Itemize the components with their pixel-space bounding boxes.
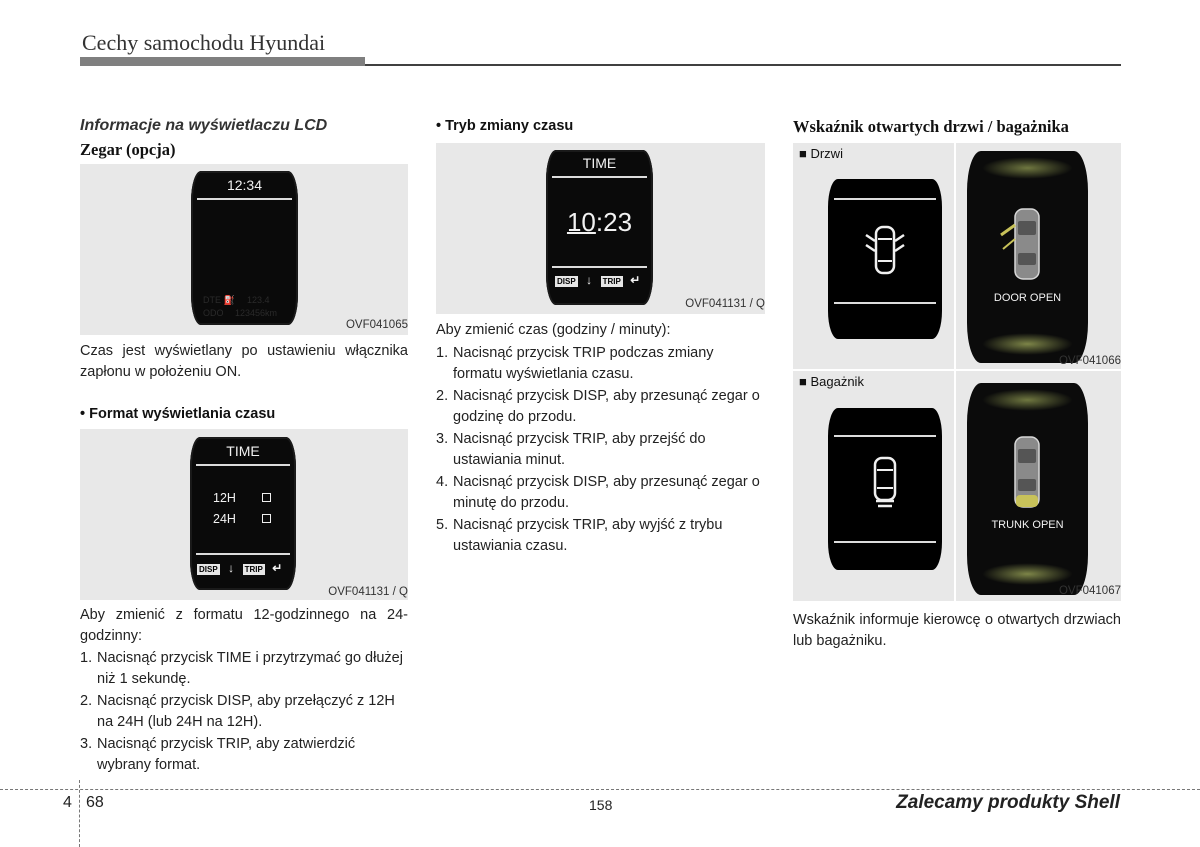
car-top-view-icon: [1001, 433, 1053, 513]
chapter-number: 4: [63, 794, 72, 811]
faded-dte-value: 123.4: [247, 295, 270, 305]
figure-time-change: [436, 143, 765, 314]
header-rule: [365, 64, 1121, 66]
cluster-screen-doors: [967, 151, 1088, 363]
trip-tag: TRIP: [244, 565, 263, 574]
figure-label-trunk: ■ Bagażnik: [799, 374, 864, 389]
arrow-down-icon: ↓: [228, 561, 235, 575]
paragraph-time-intro: Aby zmienić czas (godziny / minuty):: [436, 322, 671, 338]
clock-time: 12:34: [226, 177, 263, 193]
lcd-divider: [196, 464, 290, 466]
car-top-view-icon: [995, 203, 1059, 285]
lcd-divider: [834, 302, 936, 304]
figure-split: [954, 143, 956, 369]
lcd-screen: [190, 437, 296, 590]
lcd-divider: [197, 198, 292, 200]
car-doors-open-icon: [862, 223, 908, 277]
step-item: 2. Nacisnąć przycisk DISP, aby przesunąć zegar o godzinę do przodu.: [436, 388, 760, 425]
running-header: Cechy samochodu Hyundai: [82, 30, 326, 55]
figure-trunk-open: [793, 371, 1121, 601]
header-accent-bar: [80, 57, 365, 66]
checkbox-icon: [262, 493, 271, 502]
door-open-status: DOOR OPEN: [993, 292, 1062, 304]
faded-odo-label: ODO: [203, 308, 224, 318]
lcd-button-row: [555, 271, 640, 289]
option-24h: 24H: [213, 512, 236, 526]
cluster-screen-trunk: [967, 383, 1088, 595]
figure-caption: OVF041067: [1058, 585, 1121, 597]
center-page-number: 158: [589, 797, 613, 813]
minutes-value: 23: [603, 207, 633, 237]
step-item: 5. Nacisnąć przycisk TRIP, aby wyjść z trybu ustawiania czasu.: [436, 517, 723, 554]
top-glow: [982, 389, 1073, 411]
lcd-divider: [834, 541, 936, 543]
paragraph-indicator: Wskaźnik informuje kierowcę o otwartych drzwiach lub bagażniku.: [793, 612, 1121, 649]
lcd-screen-doors: [828, 179, 942, 339]
section-title-door: Wskaźnik otwartych drzwi / bagażnika: [793, 117, 1069, 136]
subsection-title-clock: Zegar (opcja): [80, 140, 176, 159]
hours-value: 10: [566, 207, 596, 237]
footer-vertical-divider: [79, 780, 80, 847]
paragraph-clock: Czas jest wyświetlany po ustawieniu włącznika zapłonu w położeniu ON.: [80, 343, 408, 380]
step-item: 1. Nacisnąć przycisk TIME i przytrzymać go dłużej niż 1 sekundę.: [80, 650, 403, 687]
page-number: 68: [86, 794, 104, 811]
faded-dte-label: DTE ⛽: [203, 295, 235, 305]
disp-tag: DISP: [557, 277, 576, 286]
figure-time-format: [80, 429, 408, 600]
lcd-divider: [552, 266, 647, 268]
lcd-title: TIME: [582, 155, 617, 171]
section-title-lcd: Informacje na wyświetlaczu LCD: [80, 117, 328, 134]
lcd-screen-trunk: [828, 408, 942, 570]
arrow-down-icon: ↓: [586, 273, 593, 287]
top-glow: [982, 157, 1073, 179]
figure-caption: OVF041131 / Q: [685, 298, 765, 310]
steps-list-format: [80, 648, 408, 776]
step-item: 4. Nacisnąć przycisk DISP, aby przesunąć zegar o minutę do przodu.: [436, 474, 760, 511]
figure-clock-lcd: [80, 164, 408, 335]
clock-time-editing: [546, 207, 653, 238]
step-item: 2. Nacisnąć przycisk DISP, aby przełączyć z 12H na 24H (lub 24H na 12H).: [80, 693, 395, 730]
lcd-button-row: [197, 559, 282, 577]
bottom-glow: [982, 563, 1073, 585]
figure-caption: OVF041066: [1058, 355, 1121, 367]
lcd-screen: [546, 150, 653, 305]
bullet-heading-mode: • Tryb zmiany czasu: [436, 118, 574, 134]
figure-caption: OVF041065: [345, 319, 408, 331]
trunk-open-status: TRUNK OPEN: [991, 519, 1064, 531]
steps-list-time: [436, 343, 765, 557]
footer-divider: [0, 789, 1200, 790]
option-12h: 12H: [213, 491, 236, 505]
lcd-divider: [552, 176, 647, 178]
lcd-divider: [834, 435, 936, 437]
figure-label-doors: ■ Drzwi: [799, 146, 843, 161]
faded-odo-value: 123456km: [235, 308, 278, 318]
figure-split: [954, 371, 956, 601]
enter-arrow-icon: ↵: [630, 273, 641, 287]
checkbox-icon: [262, 514, 271, 523]
bullet-heading-format: • Format wyświetlania czasu: [80, 406, 276, 422]
paragraph-format-intro: Aby zmienić z formatu 12-godzinnego na 24-godzinny:: [80, 607, 408, 644]
disp-tag: DISP: [199, 565, 218, 574]
car-trunk-open-icon: [870, 454, 900, 510]
enter-arrow-icon: ↵: [272, 561, 283, 575]
colon: :: [595, 207, 604, 237]
bottom-glow: [982, 333, 1073, 355]
lcd-divider: [834, 198, 936, 200]
lcd-screen: [191, 171, 298, 325]
footer-shell-slogan: Zalecamy produkty Shell: [896, 792, 1120, 813]
step-item: 3. Nacisnąć przycisk TRIP, aby przejść do ustawiania minut.: [436, 431, 706, 468]
step-item: 1. Nacisnąć przycisk TRIP podczas zmiany formatu wyświetlania czasu.: [436, 345, 714, 382]
step-item: 3. Nacisnąć przycisk TRIP, aby zatwierdzić wybrany format.: [80, 736, 356, 773]
figure-caption: OVF041131 / Q: [328, 586, 408, 598]
lcd-divider: [196, 553, 290, 555]
figure-door-open: [793, 143, 1121, 369]
lcd-title: TIME: [226, 443, 260, 459]
trip-tag: TRIP: [602, 277, 621, 286]
